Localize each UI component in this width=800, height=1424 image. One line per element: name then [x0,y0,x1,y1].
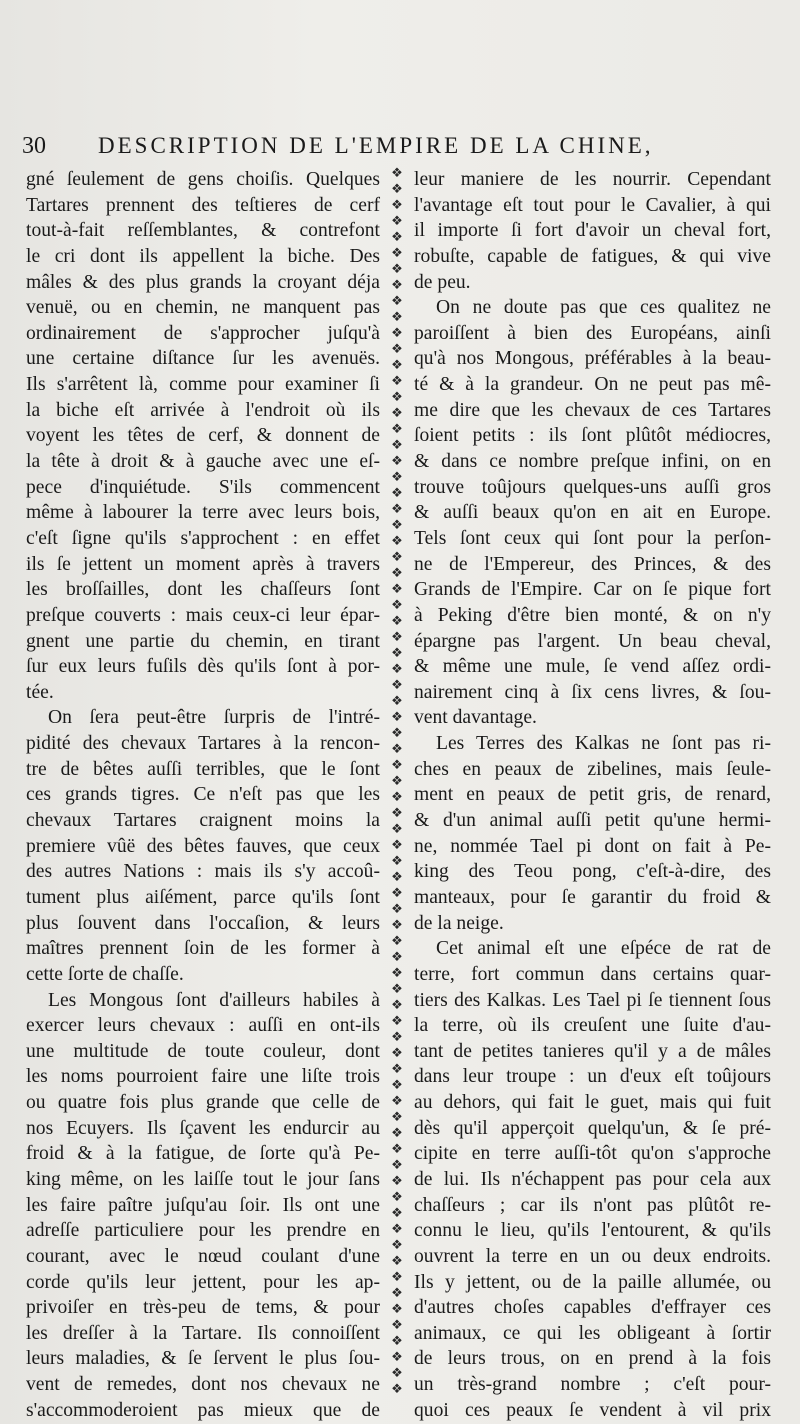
text-line: vent davantage. [414,707,537,729]
text-line: plus ſouvent dans l'occaſion, & leurs [26,912,380,934]
text-line: froid & à la fatigue, de ſorte qu'à Pe- [26,1143,380,1165]
text-line: tout-à-fait reſſemblantes, & contrefont [26,220,380,242]
text-line: ne de l'Empereur, des Princes, & des [414,553,771,575]
text-line: dans leur troupe : un d'eux eſt toûjours [414,1066,771,1088]
text-line: au dehors, qui fait le guet, mais qui fuit [414,1092,771,1114]
text-line: té & à la grandeur. On ne peut pas mê- [414,374,771,396]
right-text-column [414,167,771,1423]
text-line: s'accommoderoient pas mieux que de [26,1399,380,1421]
text-line: nos Ecuyers. Ils ſçavent les endurcir au [26,1117,380,1139]
text-line: nairement cinq à ſix cens livres, & ſou- [414,681,771,703]
page-number: 30 [22,133,46,159]
text-line: vent de remedes, dont nos chevaux ne [26,1374,380,1396]
text-line: Les Mongous ſont d'ailleurs habiles à [48,989,380,1011]
page-header [22,130,792,166]
text-line: ſur eux leurs fuſils dès qu'ils ſont à por- [26,656,380,678]
text-line: maîtres prennent ſoin de les former à [26,938,380,960]
text-line: cette ſorte de chaſſe. [26,963,184,985]
text-line: qu'à nos Mongous, préférables à la beau- [414,348,771,370]
text-line: voyent les têtes de cerf, & donnent de [26,425,380,447]
text-line: tant de petites tanieres qu'il y a de mâles [414,1040,771,1062]
text-line: c'eſt ſigne qu'ils s'approchent : en effet [26,527,380,549]
text-line: Tartares prennent des teſtieres de cerf [26,194,380,216]
text-line: les broſſailles, dont les chaſſeurs ſont [26,579,380,601]
ornamental-column-divider: ❖ ❖ ❖ ❖ ❖ ❖ ❖ ❖ ❖ ❖ ❖ ❖ ❖ ❖ ❖ ❖ ❖ ❖ ❖ ❖ ❖ ❖ ❖ ❖ ❖ ❖ ❖ ❖ ❖ ❖ ❖ ❖ ❖ ❖ ❖ ❖ ❖ ❖ ❖ ❖ ❖ ❖ ❖ ❖ ❖ ❖ ❖ ❖ ❖ ❖ ❖ ❖ ❖ ❖ ❖ ❖ ❖ ❖ ❖ ❖ ❖ ❖ ❖ ❖ ❖ ❖ ❖ ❖ ❖ ❖ ❖ ❖ ❖ ❖ ❖ ❖ ❖ [391,166,403,1397]
text-line: robuſte, capable de fatigues, & qui vive [414,245,771,267]
text-line: & auſſi beaux qu'on en ait en Europe. [414,502,771,524]
text-line: exercer leurs chevaux : auſſi en ont-ils [26,1015,380,1037]
text-line: chaſſeurs ; car ils n'ont pas plûtôt re- [414,1194,771,1216]
text-line: tument plus aiſément, parce qu'ils ſont [26,886,380,908]
text-line: de la neige. [414,912,504,934]
text-line: l'avantage eſt tout pour le Cavalier, à qui [414,194,771,216]
text-line: premiere vûë des bêtes fauves, que ceux [26,835,380,857]
text-line: On ſera peut-être ſurpris de l'intré- [48,707,380,729]
text-line: gnent une partie du chemin, en tirant [26,630,380,652]
text-line: king même, on les laiſſe tout le jour ſans [26,1168,380,1190]
text-line: Ils s'arrêtent là, comme pour examiner ſi [26,374,380,396]
text-line: les dreſſer à la Tartare. Ils connoiſſent [26,1322,380,1344]
text-line: & dans ce nombre preſque infini, on en [414,451,771,473]
text-line: une multitude de toute couleur, dont [26,1040,380,1062]
text-line: de leurs trous, on en prend à la fois [414,1348,771,1370]
text-line: Les Terres des Kalkas ne ſont pas ri- [436,733,771,755]
text-line: trouve toûjours quelques-uns auſſi gros [414,476,771,498]
text-line: épargne pas l'argent. Un beau cheval, [414,630,771,652]
text-line: venuë, ou en chemin, ne manquent pas [26,297,380,319]
text-line: On ne doute pas que ces qualitez ne [436,297,771,319]
text-line: leur maniere de les nourrir. Cependant [414,169,771,190]
text-line: de lui. Ils n'échappent pas pour cela aux [414,1168,771,1190]
text-line: la terre, où ils creuſent une ſuite d'au- [414,1015,771,1037]
text-line: les faire paître juſqu'au ſoir. Ils ont une [26,1194,380,1216]
text-line: tée. [26,681,54,703]
text-line: Tels ſont ceux qui ſont pour la perſon- [414,527,771,549]
text-line: il importe ſi fort d'avoir un cheval fort, [414,220,771,242]
text-line: pidité des chevaux Tartares à la rencon- [26,733,380,755]
text-line: tre de bêtes auſſi terribles, que le ſont [26,758,380,780]
text-line: & d'un animal auſſi petit qu'une hermi- [414,810,771,832]
text-line: ordinairement de s'approcher juſqu'à [26,322,380,344]
text-line: adreſſe particuliere pour les prendre en [26,1220,380,1242]
text-line: ment en peaux de petit gris, de renard, [414,784,771,806]
text-line: Cet animal eſt une eſpéce de rat de [436,938,771,960]
text-line: Ils y jettent, ou de la paille allumée, ou [414,1271,771,1293]
text-line: chevaux Tartares craignent moins la [26,810,380,832]
text-line: tiers des Kalkas. Les Tael pi ſe tiennent ſous [414,989,771,1011]
text-line: cipite en terre auſſi-tôt qu'on s'approche [414,1143,771,1165]
text-line: même à labourer la terre avec leurs bois, [26,502,380,524]
text-line: la biche eſt arrivée à l'endroit où ils [26,399,380,421]
text-line: manteaux, pour ſe garantir du froid & [414,886,771,908]
text-line: dès qu'il apperçoit quelqu'un, & ſe pré- [414,1117,771,1139]
text-line: à Peking d'être bien monté, & on n'y [414,604,771,626]
text-line: des autres Nations : mais ils s'y accoû- [26,861,380,883]
text-line: ches en peaux de zibelines, mais ſeule- [414,758,771,780]
text-line: me dire que les chevaux de ces Tartares [414,399,771,421]
left-text-column [26,167,380,1423]
text-line: ne, nommée Tael pi dont on fait à Pe- [414,835,771,857]
text-line: quoi ces peaux ſe vendent à vil prix [414,1399,771,1421]
text-line: un très-grand nombre ; c'eſt pour- [414,1374,771,1396]
text-line: privoiſer en très-peu de tems, & pour [26,1297,380,1319]
text-line: ils ſe jettent un moment après à travers [26,553,380,575]
text-line: ouvrent la terre en un ou deux endroits. [414,1245,771,1267]
text-line: mâles & des plus grands la croyant déja [26,271,380,293]
text-line: ou quatre fois plus grande que celle de [26,1092,380,1114]
text-line: terre, fort commun dans certains quar- [414,963,771,985]
text-line: ſoient petits : ils ſont plûtôt médiocres, [414,425,771,447]
text-line: Grands de l'Empire. Car on ſe pique fort [414,579,771,601]
text-line: courant, avec le nœud coulant d'une [26,1245,380,1267]
text-line: leurs maladies, & ſe ſervent le plus ſou- [26,1348,380,1370]
text-line: d'autres choſes capables d'effrayer ces [414,1297,771,1319]
text-line: animaux, ce qui les obligeant à ſortir [414,1322,771,1344]
text-line: gné ſeulement de gens choiſis. Quelques [26,169,380,190]
text-line: & même une mule, ſe vend aſſez ordi- [414,656,771,678]
text-line: de peu. [414,271,471,293]
running-title: DESCRIPTION DE L'EMPIRE DE LA CHINE, [98,133,654,158]
text-line: les noms pourroient faire une liſte trois [26,1066,380,1088]
text-line: ces grands tigres. Ce n'eſt pas que les [26,784,380,806]
text-line: le cri dont ils appellent la biche. Des [26,245,380,267]
text-line: pece d'inquiétude. S'ils commencent [26,476,380,498]
text-line: connu le lieu, qu'ils l'entourent, & qu'ils [414,1220,771,1242]
text-line: king des Teou pong, c'eſt-à-dire, des [414,861,771,883]
text-line: corde qu'ils leur jettent, pour les ap- [26,1271,380,1293]
text-line: la tête à droit & à gauche avec une eſ- [26,451,380,473]
text-line: preſque couverts : mais ceux-ci leur épar- [26,604,380,626]
text-line: paroiſſent à bien des Européans, ainſi [414,322,771,344]
text-line: une certaine diſtance ſur les avenuës. [26,348,380,370]
